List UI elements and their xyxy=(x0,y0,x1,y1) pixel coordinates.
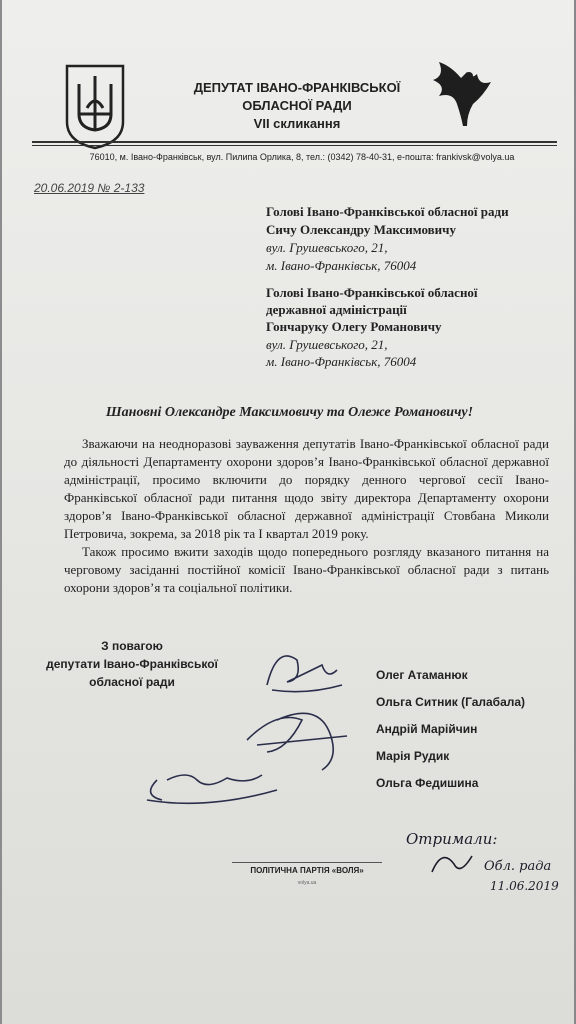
signer-4: Марія Рудик xyxy=(376,749,450,763)
signer-5: Ольга Федишина xyxy=(376,776,479,790)
closing-line-2: депутати Івано-Франківської xyxy=(46,657,218,671)
footer-party-name: ПОЛІТИЧНА ПАРТІЯ «ВОЛЯ» xyxy=(250,866,364,875)
recipient-1-city: м. Івано-Франківськ, 76004 xyxy=(266,258,417,273)
handwritten-signatures xyxy=(137,640,377,815)
trident-coat-of-arms-icon xyxy=(65,64,125,150)
received-organization: Обл. рада xyxy=(484,859,552,874)
recipient-2-street: вул. Грушевського, 21, xyxy=(266,337,388,352)
recipient-2-city: м. Івано-Франківськ, 76004 xyxy=(266,354,417,369)
footer-divider xyxy=(232,862,382,863)
letterhead-address: 76010, м. Івано-Франківськ, вул. Пилипа Орлика, 8, тел.: (0342) 78-40-31, e-пошта: frankivsk@volya.ua xyxy=(89,152,515,162)
recipient-2-line-1: Голові Івано-Франківської обласної xyxy=(266,285,478,300)
letterhead-divider xyxy=(32,141,557,143)
closing-line-1: З повагою xyxy=(101,639,163,653)
closing-line-3: обласної ради xyxy=(89,675,175,689)
letterhead-divider-thin xyxy=(32,145,557,146)
salutation: Шановні Олександре Максимовичу та Олеже Романовичу! xyxy=(105,405,474,420)
recipient-1-line-1: Голові Івано-Франківської обласної ради xyxy=(266,204,509,219)
footer-url: volya.ua xyxy=(297,880,317,886)
letter-page xyxy=(2,0,574,1024)
signer-1: Олег Атаманюк xyxy=(376,668,468,682)
received-label: Отримали: xyxy=(406,830,498,848)
letterhead-title-line2: ОБЛАСНОЇ РАДИ xyxy=(242,98,352,113)
signer-3: Андрій Марійчин xyxy=(376,722,478,736)
letterhead-convocation: VII скликання xyxy=(253,116,341,131)
body-paragraph-2: Також просимо вжити заходів щодо попереднього розгляду вказаного питання на черговому засіданні постійної комісії Івано-Франківської обласної ради з питань охорони здоров’я та соціальної політики. xyxy=(64,544,549,595)
received-handwritten-note xyxy=(402,826,574,898)
signer-2: Ольга Ситник (Галабала) xyxy=(376,695,526,709)
recipient-1-line-2: Сичу Олександру Максимовичу xyxy=(266,222,457,237)
received-date: 11.06.2019 xyxy=(490,879,559,893)
letterhead-title-line1: ДЕПУТАТ ІВАНО-ФРАНКІВСЬКОЇ xyxy=(193,80,401,95)
recipient-1-street: вул. Грушевського, 21, xyxy=(266,240,388,255)
outgoing-reference-number: 20.06.2019 № 2-133 xyxy=(34,181,145,195)
recipient-2-line-3: Гончаруку Олегу Романовичу xyxy=(266,319,442,334)
bird-emblem-icon xyxy=(427,58,495,130)
recipient-2-line-2: державної адміністрації xyxy=(266,302,407,317)
body-paragraph-1: Зважаючи на неодноразові зауваження депутатів Івано-Франківської обласної ради до діяльності Департаменту охорони здоров’я Івано-Франківської обласної державної адміністрації, просимо включити до порядку денного чергової сесії Івано-Франківської обласної ради питання щодо звіту директора Департаменту охорони здоров’я Івано-Франківської обласної державної адміністрації Стовбана Миколи Петровича, зокрема, за 2018 рік та І квартал 2019 року. xyxy=(64,436,549,541)
